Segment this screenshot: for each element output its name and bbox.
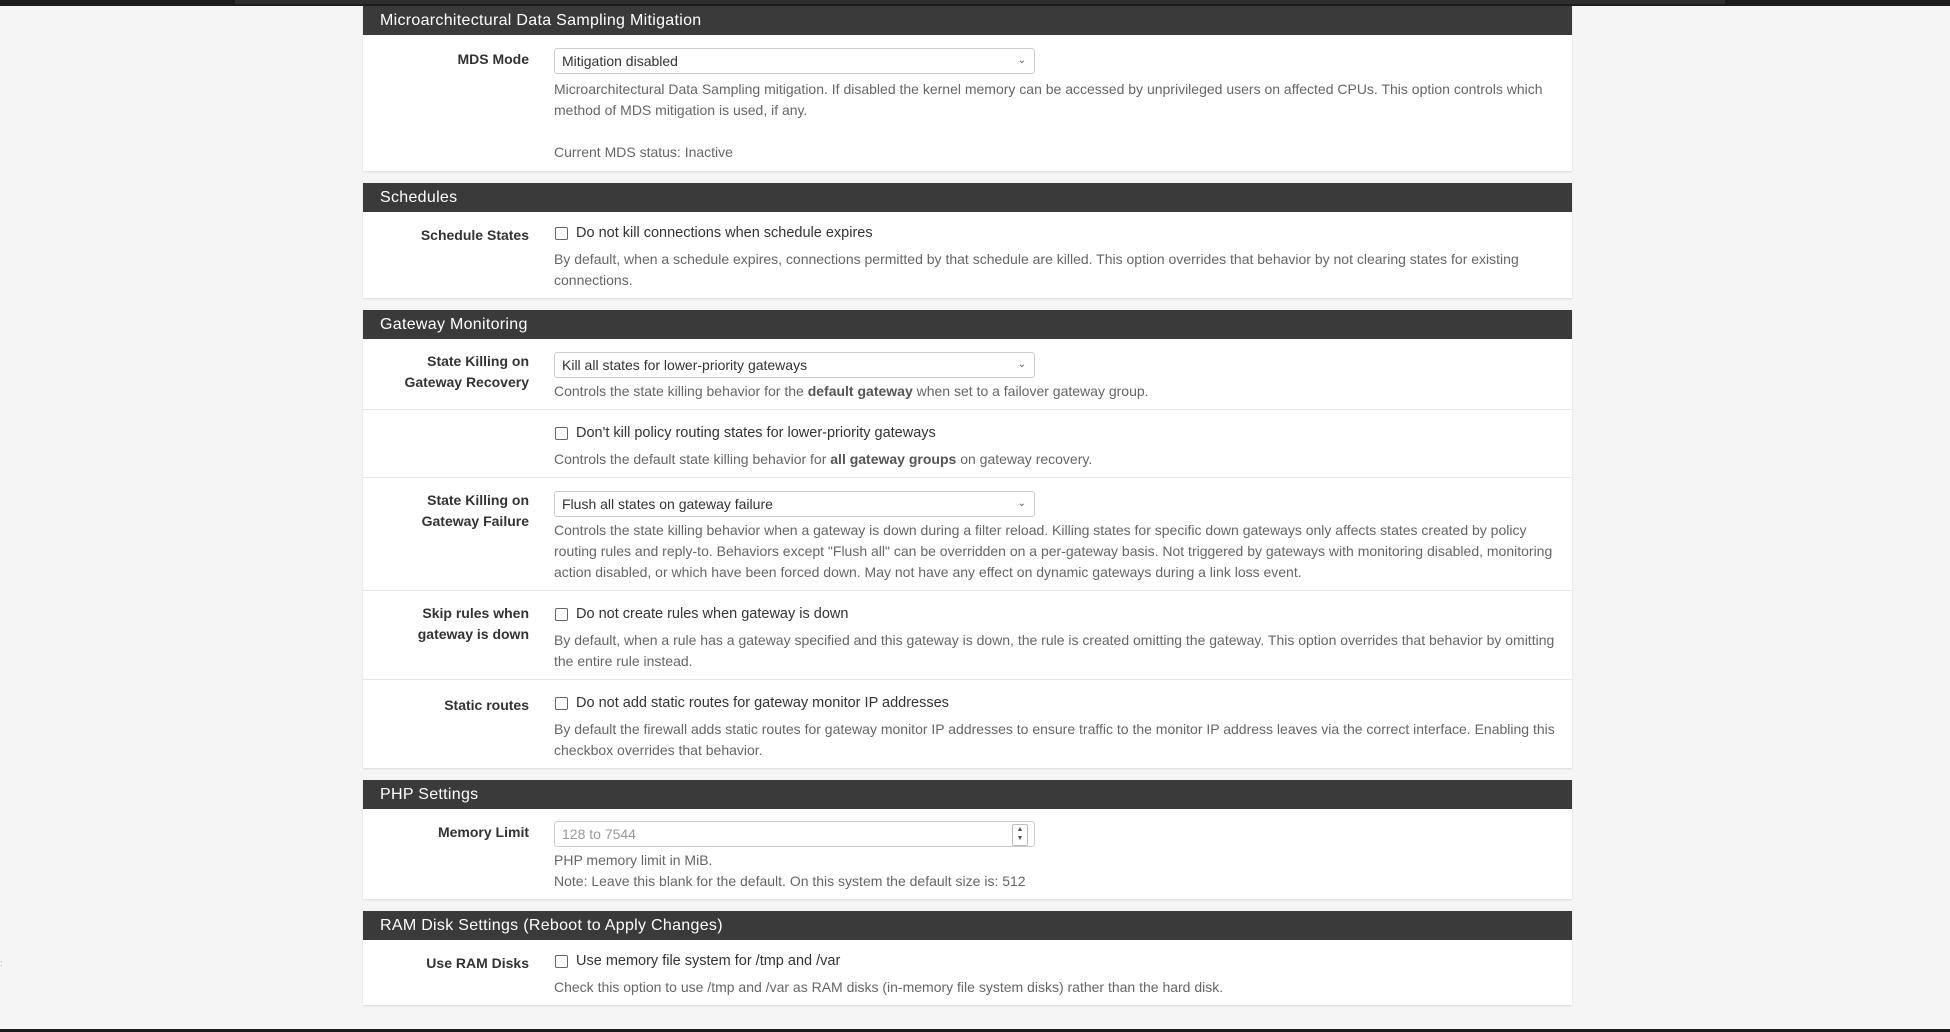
- label-skip-rules: Skip rules when gateway is down: [417, 605, 529, 642]
- memory-limit-help: PHP memory limit in MiB.: [554, 852, 713, 868]
- panel-heading-schedules: Schedules: [363, 183, 1572, 212]
- panel-heading-ramdisk: RAM Disk Settings (Reboot to Apply Changes): [363, 911, 1572, 940]
- use-ram-disks-help: Check this option to use /tmp and /var as RAM disks (in-memory file system disks) rather than the hard disk.: [554, 979, 1224, 995]
- label-use-ram-disks: Use RAM Disks: [426, 955, 529, 971]
- policy-routing-checkbox[interactable]: [554, 420, 1558, 446]
- skip-rules-checkbox-label: Do not create rules when gateway is down: [576, 606, 849, 622]
- checkbox-box[interactable]: [555, 427, 568, 440]
- chevron-down-icon: ⌄: [1017, 359, 1026, 370]
- panel-heading-php: PHP Settings: [363, 780, 1572, 809]
- panel-heading-gateway: Gateway Monitoring: [363, 310, 1572, 339]
- skip-rules-help: By default, when a rule has a gateway specified and this gateway is down, the rule is created omitting the gateway. This option overrides that behavior by omitting the entire rule instead.: [554, 632, 1555, 669]
- row-schedule-states: [363, 212, 1572, 298]
- schedule-states-checkbox-label: Do not kill connections when schedule expires: [576, 225, 873, 241]
- panel-php: [363, 780, 1572, 899]
- state-killing-recovery-value: Kill all states for lower-priority gateways: [562, 357, 808, 373]
- label-memory-limit: Memory Limit: [437, 824, 529, 840]
- memory-limit-input[interactable]: [554, 821, 1035, 847]
- use-ram-disks-checkbox-label: Use memory file system for /tmp and /var: [576, 953, 841, 969]
- chevron-down-icon: ⌄: [1017, 55, 1026, 66]
- edge-mark: :: [0, 958, 3, 968]
- state-killing-failure-value: Flush all states on gateway failure: [562, 496, 773, 512]
- label-schedule-states: Schedule States: [420, 227, 529, 243]
- checkbox-box[interactable]: [555, 608, 568, 621]
- label-state-killing-failure: State Killing on Gateway Failure: [421, 492, 529, 529]
- panel-mds: [363, 6, 1572, 171]
- mds-mode-select-value: Mitigation disabled: [562, 53, 678, 69]
- row-state-killing-recovery: [363, 339, 1572, 410]
- state-killing-failure-help: Controls the state killing behavior when a gateway is down during a filter reload. Killing states for specific down gateways only affects states created by policy routing rules and reply-to. Behaviors except "Flush all" can be overridden on a per-gateway basis. Not triggered by gateways with monitoring disabled, monitoring action disabled, or which have been forced down. May not have any effect on dynamic gateways during a link loss event.: [554, 522, 1553, 580]
- checkbox-box[interactable]: [555, 955, 568, 968]
- row-static-routes: [363, 680, 1572, 768]
- mds-mode-select[interactable]: [554, 48, 1035, 74]
- mds-status: Current MDS status: Inactive: [554, 144, 733, 160]
- state-killing-failure-select[interactable]: [554, 491, 1035, 517]
- panel-ramdisk: [363, 911, 1572, 1005]
- checkbox-box[interactable]: [555, 227, 568, 240]
- static-routes-help: By default the firewall adds static routes for gateway monitor IP addresses to ensure traffic to the monitor IP address leaves via the correct interface. Enabling this checkbox overrides that behavior.: [554, 721, 1555, 758]
- label-static-routes: Static routes: [444, 697, 529, 713]
- panel-schedules: [363, 183, 1572, 298]
- spinner-arrows-icon[interactable]: ▲ ▼: [1012, 824, 1028, 846]
- state-killing-recovery-help: Controls the state killing behavior for the default gateway when set to a failover gateway group.: [554, 383, 1149, 399]
- chevron-down-icon: ⌄: [1017, 498, 1026, 509]
- panel-gateway-monitoring: [363, 310, 1572, 768]
- label-policy-routing-empty: [363, 410, 542, 477]
- mds-help: Microarchitectural Data Sampling mitigation. If disabled the kernel memory can be accessed by unprivileged users on affected CPUs. This option controls which method of MDS mitigation is used, if any.: [554, 81, 1543, 118]
- state-killing-recovery-select[interactable]: [554, 352, 1035, 378]
- row-memory-limit: [363, 809, 1572, 899]
- row-use-ram-disks: [363, 940, 1572, 1005]
- policy-routing-checkbox-label: Don't kill policy routing states for lower-priority gateways: [576, 425, 936, 441]
- row-state-killing-failure: [363, 478, 1572, 591]
- checkbox-box[interactable]: [555, 697, 568, 710]
- memory-limit-placeholder: 128 to 7544: [562, 826, 636, 842]
- settings-container: [363, 6, 1572, 1017]
- memory-limit-note: Note: Leave this blank for the default. On this system the default size is: 512: [554, 873, 1026, 889]
- policy-routing-help: Controls the default state killing behavior for all gateway groups on gateway recovery.: [554, 451, 1093, 467]
- static-routes-checkbox-label: Do not add static routes for gateway monitor IP addresses: [576, 695, 949, 711]
- schedule-states-help: By default, when a schedule expires, connections permitted by that schedule are killed. This option overrides that behavior by not clearing states for existing connections.: [554, 251, 1519, 288]
- use-ram-disks-checkbox[interactable]: [554, 948, 1558, 974]
- row-policy-routing: [363, 410, 1572, 478]
- skip-rules-checkbox[interactable]: [554, 601, 1558, 627]
- label-state-killing-recovery: State Killing on Gateway Recovery: [404, 353, 529, 390]
- static-routes-checkbox[interactable]: [554, 690, 1558, 716]
- row-skip-rules: [363, 591, 1572, 680]
- label-mds-mode: MDS Mode: [457, 51, 529, 67]
- schedule-states-checkbox[interactable]: [554, 220, 1558, 246]
- panel-heading-mds: Microarchitectural Data Sampling Mitigation: [363, 6, 1572, 35]
- row-mds-mode: [363, 35, 1572, 171]
